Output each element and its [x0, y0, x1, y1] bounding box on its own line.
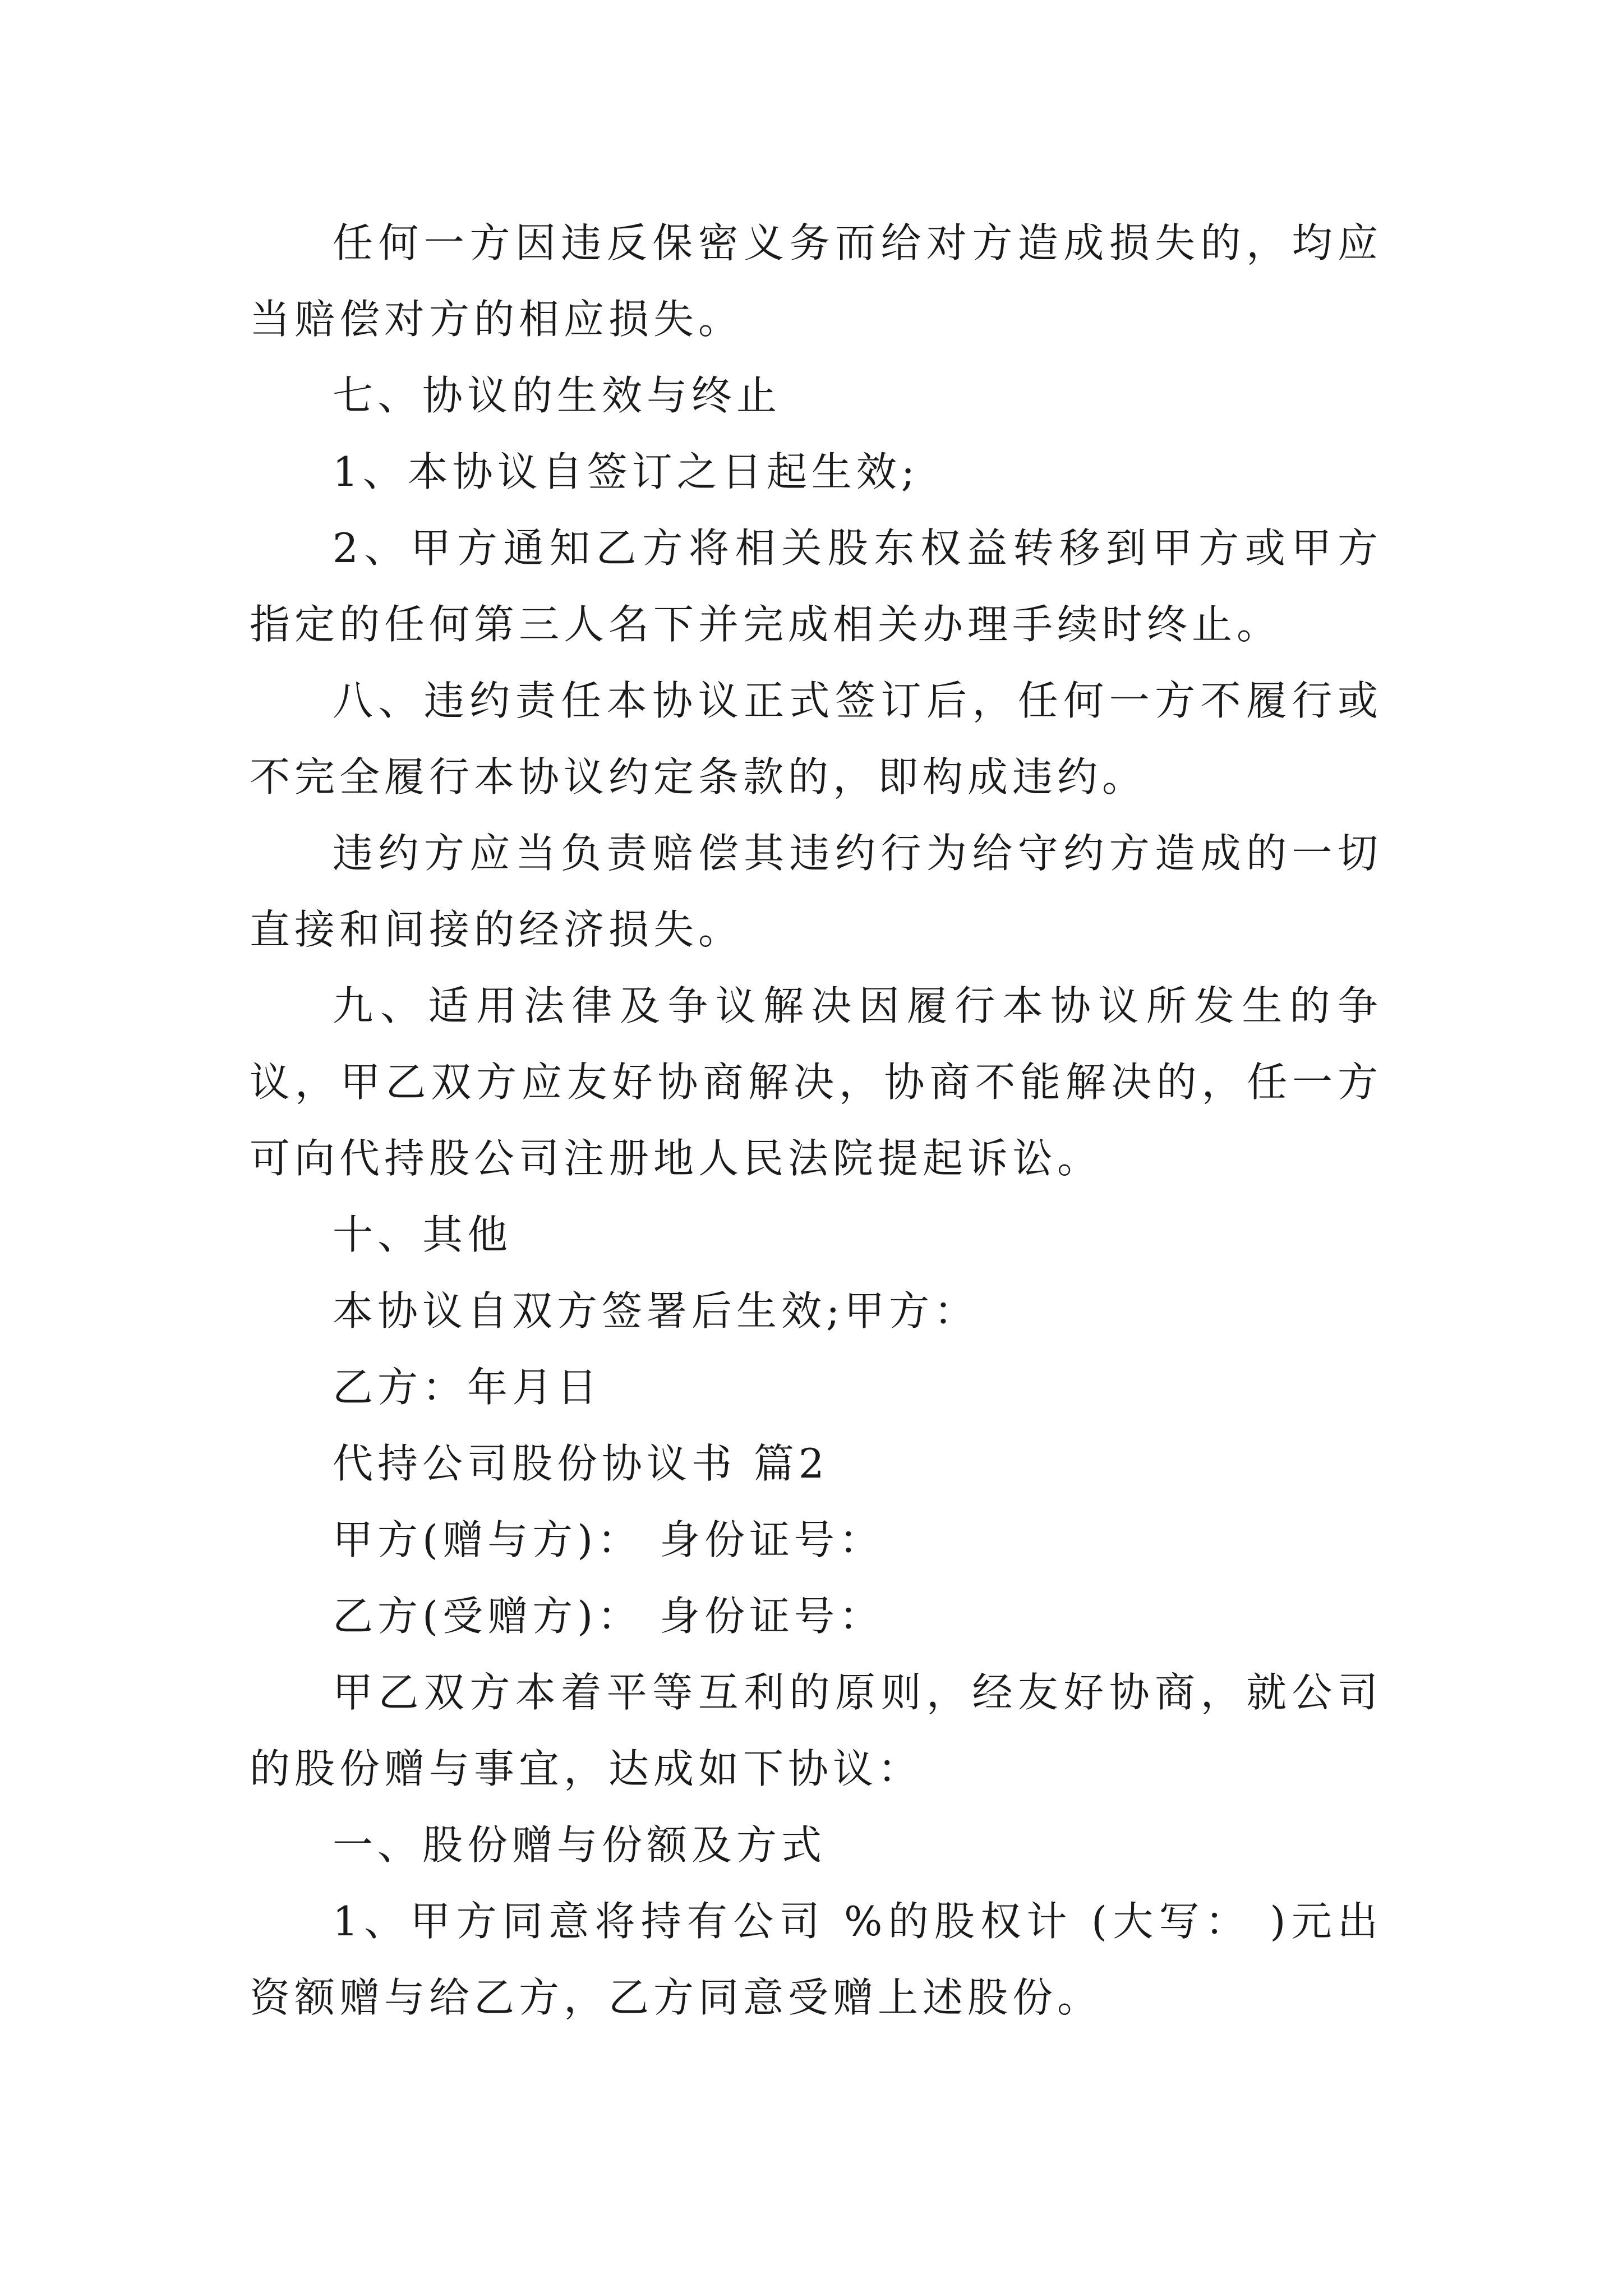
paragraph-party-a-donor: 甲方(赠与方)： 身份证号： [333, 1516, 884, 1563]
paragraph-dispute-resolution: 九、适用法律及争议解决因履行本协议所发生的争议，甲乙双方应友好协商解决，协商不能解决的，任一方可向代持股公司注册地人民法院提起诉讼。 [250, 982, 1382, 1182]
paragraph-preamble: 甲乙双方本着平等互利的原则，经友好协商，就公司的股份赠与事宜，达成如下协议： [250, 1669, 1382, 1792]
section-title-agreement-2: 代持公司股份协议书 篇2 [333, 1440, 829, 1487]
paragraph-breach-compensation: 违约方应当负责赔偿其违约行为给守约方造成的一切直接和间接的经济损失。 [250, 830, 1382, 953]
paragraph-party-b-donee: 乙方(受赠方)： 身份证号： [333, 1593, 884, 1640]
paragraph-effect-clause-2: 2、甲方通知乙方将相关股东权益转移到甲方或甲方指定的任何第三人名下并完成相关办理手续时终止。 [250, 524, 1382, 648]
paragraph-signature-party-a: 本协议自双方签署后生效;甲方： [333, 1287, 979, 1335]
heading-share-gift-method: 一、股份赠与份额及方式 [333, 1821, 827, 1869]
paragraph-share-gift-clause-1: 1、甲方同意将持有公司 %的股权计 (大写： )元出资额赠与给乙方，乙方同意受赠上述股份。 [250, 1898, 1382, 2021]
document-body [250, 205, 1382, 2036]
paragraph-breach-liability: 八、违约责任本协议正式签订后，任何一方不履行或不完全履行本协议约定条款的，即构成违约。 [250, 677, 1382, 800]
heading-other: 十、其他 [333, 1211, 513, 1258]
heading-effect-termination: 七、协议的生效与终止 [333, 372, 782, 419]
paragraph-effect-clause-1: 1、本协议自签订之日起生效; [333, 448, 920, 495]
paragraph-confidentiality-damages: 任何一方因违反保密义务而给对方造成损失的，均应当赔偿对方的相应损失。 [250, 219, 1382, 343]
paragraph-signature-party-b-date: 乙方：年月日 [333, 1364, 602, 1411]
